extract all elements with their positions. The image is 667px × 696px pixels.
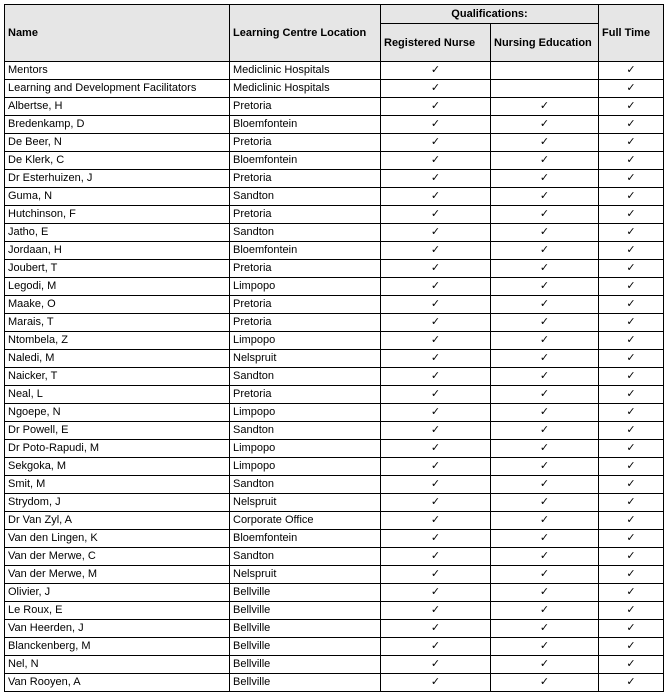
table-row bbox=[5, 98, 664, 116]
table-row bbox=[5, 458, 664, 476]
cell-full-time-check-icon: ✓ bbox=[599, 638, 664, 656]
cell-name: Blanckenberg, M bbox=[5, 638, 230, 656]
cell-location: Corporate Office bbox=[230, 512, 381, 530]
cell-registered-nurse-check-icon: ✓ bbox=[381, 656, 491, 674]
cell-location: Limpopo bbox=[230, 278, 381, 296]
cell-name: Neal, L bbox=[5, 386, 230, 404]
cell-nursing-education-check-icon: ✓ bbox=[491, 386, 599, 404]
cell-registered-nurse-check-icon: ✓ bbox=[381, 602, 491, 620]
table-row bbox=[5, 80, 664, 98]
cell-name: Mentors bbox=[5, 62, 230, 80]
cell-location: Bellville bbox=[230, 620, 381, 638]
table-row bbox=[5, 674, 664, 692]
table-row bbox=[5, 494, 664, 512]
cell-location: Sandton bbox=[230, 188, 381, 206]
cell-registered-nurse-check-icon: ✓ bbox=[381, 260, 491, 278]
cell-name: Van Rooyen, A bbox=[5, 674, 230, 692]
cell-nursing-education-check-icon: ✓ bbox=[491, 368, 599, 386]
cell-full-time-check-icon: ✓ bbox=[599, 314, 664, 332]
table-row bbox=[5, 170, 664, 188]
table-row bbox=[5, 638, 664, 656]
cell-location: Pretoria bbox=[230, 386, 381, 404]
table-row bbox=[5, 224, 664, 242]
cell-nursing-education-check-icon: ✓ bbox=[491, 170, 599, 188]
staff-qualifications-table-container bbox=[4, 4, 664, 692]
cell-registered-nurse-check-icon: ✓ bbox=[381, 422, 491, 440]
cell-name: Dr Van Zyl, A bbox=[5, 512, 230, 530]
cell-name: Van der Merwe, M bbox=[5, 566, 230, 584]
table-row bbox=[5, 548, 664, 566]
cell-registered-nurse-check-icon: ✓ bbox=[381, 620, 491, 638]
cell-nursing-education-check-icon: ✓ bbox=[491, 638, 599, 656]
cell-nursing-education-check-icon bbox=[491, 80, 599, 98]
cell-registered-nurse-check-icon: ✓ bbox=[381, 80, 491, 98]
cell-name: Dr Poto-Rapudi, M bbox=[5, 440, 230, 458]
cell-nursing-education-check-icon: ✓ bbox=[491, 134, 599, 152]
cell-location: Limpopo bbox=[230, 404, 381, 422]
cell-registered-nurse-check-icon: ✓ bbox=[381, 224, 491, 242]
cell-nursing-education-check-icon: ✓ bbox=[491, 584, 599, 602]
cell-nursing-education-check-icon: ✓ bbox=[491, 152, 599, 170]
table-row bbox=[5, 656, 664, 674]
table-header bbox=[5, 5, 664, 62]
cell-registered-nurse-check-icon: ✓ bbox=[381, 188, 491, 206]
cell-registered-nurse-check-icon: ✓ bbox=[381, 134, 491, 152]
cell-full-time-check-icon: ✓ bbox=[599, 368, 664, 386]
cell-full-time-check-icon: ✓ bbox=[599, 404, 664, 422]
cell-location: Bloemfontein bbox=[230, 530, 381, 548]
cell-location: Limpopo bbox=[230, 332, 381, 350]
table-row bbox=[5, 422, 664, 440]
cell-full-time-check-icon: ✓ bbox=[599, 134, 664, 152]
cell-nursing-education-check-icon: ✓ bbox=[491, 242, 599, 260]
cell-full-time-check-icon: ✓ bbox=[599, 656, 664, 674]
table-body bbox=[5, 62, 664, 692]
table-row bbox=[5, 602, 664, 620]
cell-name: Olivier, J bbox=[5, 584, 230, 602]
cell-registered-nurse-check-icon: ✓ bbox=[381, 440, 491, 458]
cell-name: Dr Esterhuizen, J bbox=[5, 170, 230, 188]
cell-name: Albertse, H bbox=[5, 98, 230, 116]
cell-nursing-education-check-icon: ✓ bbox=[491, 98, 599, 116]
cell-location: Mediclinic Hospitals bbox=[230, 62, 381, 80]
table-row bbox=[5, 386, 664, 404]
cell-nursing-education-check-icon: ✓ bbox=[491, 206, 599, 224]
cell-full-time-check-icon: ✓ bbox=[599, 62, 664, 80]
table-row bbox=[5, 512, 664, 530]
cell-full-time-check-icon: ✓ bbox=[599, 278, 664, 296]
cell-name: Bredenkamp, D bbox=[5, 116, 230, 134]
cell-registered-nurse-check-icon: ✓ bbox=[381, 206, 491, 224]
cell-nursing-education-check-icon: ✓ bbox=[491, 566, 599, 584]
cell-location: Pretoria bbox=[230, 206, 381, 224]
table-row bbox=[5, 476, 664, 494]
cell-name: Marais, T bbox=[5, 314, 230, 332]
cell-name: Learning and Development Facilitators bbox=[5, 80, 230, 98]
table-row bbox=[5, 530, 664, 548]
cell-full-time-check-icon: ✓ bbox=[599, 296, 664, 314]
cell-full-time-check-icon: ✓ bbox=[599, 512, 664, 530]
cell-name: Smit, M bbox=[5, 476, 230, 494]
cell-location: Bellville bbox=[230, 674, 381, 692]
cell-name: Van den Lingen, K bbox=[5, 530, 230, 548]
cell-name: Van der Merwe, C bbox=[5, 548, 230, 566]
cell-full-time-check-icon: ✓ bbox=[599, 206, 664, 224]
cell-location: Pretoria bbox=[230, 314, 381, 332]
cell-registered-nurse-check-icon: ✓ bbox=[381, 638, 491, 656]
cell-location: Pretoria bbox=[230, 260, 381, 278]
cell-nursing-education-check-icon: ✓ bbox=[491, 458, 599, 476]
cell-location: Pretoria bbox=[230, 170, 381, 188]
cell-location: Mediclinic Hospitals bbox=[230, 80, 381, 98]
cell-registered-nurse-check-icon: ✓ bbox=[381, 584, 491, 602]
cell-nursing-education-check-icon: ✓ bbox=[491, 476, 599, 494]
cell-name: Naicker, T bbox=[5, 368, 230, 386]
cell-name: Maake, O bbox=[5, 296, 230, 314]
cell-name: Ngoepe, N bbox=[5, 404, 230, 422]
cell-registered-nurse-check-icon: ✓ bbox=[381, 404, 491, 422]
cell-registered-nurse-check-icon: ✓ bbox=[381, 296, 491, 314]
cell-nursing-education-check-icon: ✓ bbox=[491, 314, 599, 332]
cell-name: Dr Powell, E bbox=[5, 422, 230, 440]
cell-nursing-education-check-icon: ✓ bbox=[491, 260, 599, 278]
cell-registered-nurse-check-icon: ✓ bbox=[381, 242, 491, 260]
cell-nursing-education-check-icon: ✓ bbox=[491, 440, 599, 458]
cell-location: Pretoria bbox=[230, 98, 381, 116]
cell-nursing-education-check-icon: ✓ bbox=[491, 512, 599, 530]
cell-name: Ntombela, Z bbox=[5, 332, 230, 350]
cell-nursing-education-check-icon: ✓ bbox=[491, 332, 599, 350]
cell-registered-nurse-check-icon: ✓ bbox=[381, 566, 491, 584]
cell-registered-nurse-check-icon: ✓ bbox=[381, 152, 491, 170]
cell-location: Nelspruit bbox=[230, 494, 381, 512]
table-row bbox=[5, 314, 664, 332]
cell-nursing-education-check-icon: ✓ bbox=[491, 224, 599, 242]
cell-location: Bellville bbox=[230, 584, 381, 602]
cell-location: Bellville bbox=[230, 656, 381, 674]
cell-location: Bloemfontein bbox=[230, 116, 381, 134]
cell-full-time-check-icon: ✓ bbox=[599, 260, 664, 278]
cell-name: Strydom, J bbox=[5, 494, 230, 512]
cell-full-time-check-icon: ✓ bbox=[599, 674, 664, 692]
cell-registered-nurse-check-icon: ✓ bbox=[381, 476, 491, 494]
cell-registered-nurse-check-icon: ✓ bbox=[381, 170, 491, 188]
cell-name: Jatho, E bbox=[5, 224, 230, 242]
cell-full-time-check-icon: ✓ bbox=[599, 620, 664, 638]
cell-full-time-check-icon: ✓ bbox=[599, 170, 664, 188]
table-row bbox=[5, 206, 664, 224]
cell-full-time-check-icon: ✓ bbox=[599, 494, 664, 512]
cell-full-time-check-icon: ✓ bbox=[599, 386, 664, 404]
table-row bbox=[5, 566, 664, 584]
cell-name: Joubert, T bbox=[5, 260, 230, 278]
cell-registered-nurse-check-icon: ✓ bbox=[381, 458, 491, 476]
table-row bbox=[5, 620, 664, 638]
cell-name: Legodi, M bbox=[5, 278, 230, 296]
cell-nursing-education-check-icon bbox=[491, 62, 599, 80]
cell-nursing-education-check-icon: ✓ bbox=[491, 620, 599, 638]
cell-full-time-check-icon: ✓ bbox=[599, 116, 664, 134]
cell-registered-nurse-check-icon: ✓ bbox=[381, 368, 491, 386]
table-row bbox=[5, 152, 664, 170]
cell-name: Jordaan, H bbox=[5, 242, 230, 260]
staff-qualifications-table bbox=[4, 4, 664, 692]
cell-nursing-education-check-icon: ✓ bbox=[491, 422, 599, 440]
table-row bbox=[5, 404, 664, 422]
cell-location: Bellville bbox=[230, 602, 381, 620]
cell-full-time-check-icon: ✓ bbox=[599, 602, 664, 620]
table-row bbox=[5, 440, 664, 458]
table-row bbox=[5, 584, 664, 602]
cell-full-time-check-icon: ✓ bbox=[599, 98, 664, 116]
cell-full-time-check-icon: ✓ bbox=[599, 350, 664, 368]
table-row bbox=[5, 296, 664, 314]
cell-location: Bloemfontein bbox=[230, 152, 381, 170]
cell-location: Limpopo bbox=[230, 458, 381, 476]
cell-nursing-education-check-icon: ✓ bbox=[491, 296, 599, 314]
cell-registered-nurse-check-icon: ✓ bbox=[381, 314, 491, 332]
cell-registered-nurse-check-icon: ✓ bbox=[381, 116, 491, 134]
cell-nursing-education-check-icon: ✓ bbox=[491, 530, 599, 548]
cell-nursing-education-check-icon: ✓ bbox=[491, 656, 599, 674]
cell-full-time-check-icon: ✓ bbox=[599, 476, 664, 494]
cell-registered-nurse-check-icon: ✓ bbox=[381, 350, 491, 368]
cell-nursing-education-check-icon: ✓ bbox=[491, 116, 599, 134]
cell-full-time-check-icon: ✓ bbox=[599, 530, 664, 548]
cell-nursing-education-check-icon: ✓ bbox=[491, 674, 599, 692]
cell-name: Sekgoka, M bbox=[5, 458, 230, 476]
table-row bbox=[5, 278, 664, 296]
cell-location: Pretoria bbox=[230, 134, 381, 152]
cell-full-time-check-icon: ✓ bbox=[599, 242, 664, 260]
table-row bbox=[5, 260, 664, 278]
cell-name: Van Heerden, J bbox=[5, 620, 230, 638]
cell-nursing-education-check-icon: ✓ bbox=[491, 404, 599, 422]
table-row bbox=[5, 62, 664, 80]
cell-nursing-education-check-icon: ✓ bbox=[491, 188, 599, 206]
cell-nursing-education-check-icon: ✓ bbox=[491, 278, 599, 296]
cell-full-time-check-icon: ✓ bbox=[599, 440, 664, 458]
cell-registered-nurse-check-icon: ✓ bbox=[381, 494, 491, 512]
header-location: Learning Centre Location bbox=[230, 5, 381, 62]
cell-nursing-education-check-icon: ✓ bbox=[491, 494, 599, 512]
cell-full-time-check-icon: ✓ bbox=[599, 584, 664, 602]
cell-location: Bloemfontein bbox=[230, 242, 381, 260]
cell-registered-nurse-check-icon: ✓ bbox=[381, 512, 491, 530]
cell-location: Sandton bbox=[230, 476, 381, 494]
cell-registered-nurse-check-icon: ✓ bbox=[381, 386, 491, 404]
cell-full-time-check-icon: ✓ bbox=[599, 548, 664, 566]
cell-name: Guma, N bbox=[5, 188, 230, 206]
cell-location: Pretoria bbox=[230, 296, 381, 314]
cell-name: Nel, N bbox=[5, 656, 230, 674]
cell-name: Hutchinson, F bbox=[5, 206, 230, 224]
cell-name: De Beer, N bbox=[5, 134, 230, 152]
cell-registered-nurse-check-icon: ✓ bbox=[381, 278, 491, 296]
header-qualifications: Qualifications: bbox=[381, 5, 599, 24]
cell-registered-nurse-check-icon: ✓ bbox=[381, 332, 491, 350]
cell-name: De Klerk, C bbox=[5, 152, 230, 170]
table-row bbox=[5, 368, 664, 386]
cell-location: Bellville bbox=[230, 638, 381, 656]
cell-registered-nurse-check-icon: ✓ bbox=[381, 674, 491, 692]
table-row bbox=[5, 116, 664, 134]
cell-registered-nurse-check-icon: ✓ bbox=[381, 98, 491, 116]
cell-location: Nelspruit bbox=[230, 566, 381, 584]
cell-location: Sandton bbox=[230, 368, 381, 386]
table-row bbox=[5, 350, 664, 368]
cell-full-time-check-icon: ✓ bbox=[599, 422, 664, 440]
table-row bbox=[5, 134, 664, 152]
cell-full-time-check-icon: ✓ bbox=[599, 188, 664, 206]
table-row bbox=[5, 332, 664, 350]
cell-full-time-check-icon: ✓ bbox=[599, 566, 664, 584]
cell-nursing-education-check-icon: ✓ bbox=[491, 350, 599, 368]
table-row bbox=[5, 188, 664, 206]
cell-full-time-check-icon: ✓ bbox=[599, 332, 664, 350]
cell-location: Sandton bbox=[230, 422, 381, 440]
header-full-time: Full Time bbox=[599, 5, 664, 62]
cell-full-time-check-icon: ✓ bbox=[599, 224, 664, 242]
cell-registered-nurse-check-icon: ✓ bbox=[381, 62, 491, 80]
table-row bbox=[5, 242, 664, 260]
cell-full-time-check-icon: ✓ bbox=[599, 80, 664, 98]
cell-nursing-education-check-icon: ✓ bbox=[491, 602, 599, 620]
cell-location: Sandton bbox=[230, 224, 381, 242]
cell-location: Nelspruit bbox=[230, 350, 381, 368]
header-registered-nurse: Registered Nurse bbox=[381, 24, 491, 62]
cell-name: Le Roux, E bbox=[5, 602, 230, 620]
cell-full-time-check-icon: ✓ bbox=[599, 152, 664, 170]
cell-registered-nurse-check-icon: ✓ bbox=[381, 548, 491, 566]
header-nursing-education: Nursing Education bbox=[491, 24, 599, 62]
cell-nursing-education-check-icon: ✓ bbox=[491, 548, 599, 566]
header-name: Name bbox=[5, 5, 230, 62]
cell-location: Limpopo bbox=[230, 440, 381, 458]
cell-full-time-check-icon: ✓ bbox=[599, 458, 664, 476]
cell-location: Sandton bbox=[230, 548, 381, 566]
cell-name: Naledi, M bbox=[5, 350, 230, 368]
cell-registered-nurse-check-icon: ✓ bbox=[381, 530, 491, 548]
